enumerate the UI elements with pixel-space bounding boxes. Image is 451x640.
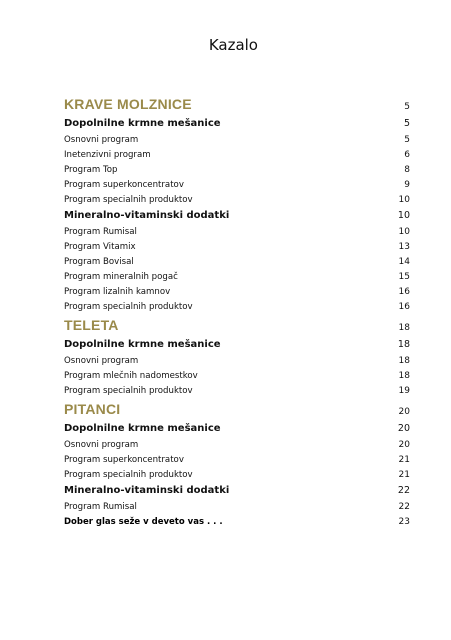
toc-entry[interactable] [64, 440, 410, 455]
toc-label: Program Rumisal [64, 502, 137, 512]
toc-label: KRAVE MOLZNICE [64, 96, 192, 112]
toc-page-number: 18 [398, 356, 410, 366]
toc-page-number: 10 [397, 210, 410, 221]
toc-page-number: 18 [398, 371, 410, 381]
toc-label: Program Vitamix [64, 242, 136, 252]
toc-label: Program specialnih produktov [64, 470, 193, 480]
toc-label: Program lizalnih kamnov [64, 287, 171, 297]
toc-page-number: 6 [404, 150, 410, 160]
toc-entry[interactable] [64, 195, 410, 210]
toc-entry[interactable] [64, 455, 410, 470]
toc-section[interactable] [64, 317, 410, 339]
toc-subsection[interactable] [64, 118, 410, 135]
toc-entry[interactable] [64, 287, 410, 302]
table-of-contents [64, 96, 410, 532]
toc-label: Dopolnilne krmne mešanice [64, 339, 221, 350]
toc-label: Program specialnih produktov [64, 302, 193, 312]
toc-page-number: 5 [403, 118, 410, 129]
toc-page-number: 14 [398, 257, 410, 267]
toc-label: Program superkoncentratov [64, 455, 184, 465]
toc-label: TELETA [64, 317, 119, 333]
toc-entry[interactable] [64, 242, 410, 257]
toc-label: Dopolnilne krmne mešanice [64, 118, 221, 129]
toc-entry[interactable] [64, 371, 410, 386]
toc-page-number: 23 [398, 517, 410, 527]
toc-page-number: 18 [397, 339, 410, 350]
toc-label: Dopolnilne krmne mešanice [64, 423, 221, 434]
toc-label: Program specialnih produktov [64, 195, 193, 205]
toc-label: Mineralno-vitaminski dodatki [64, 485, 230, 496]
toc-label: Program Rumisal [64, 227, 137, 237]
toc-entry[interactable] [64, 302, 410, 317]
toc-label: Program specialnih produktov [64, 386, 193, 396]
toc-page-number: 20 [397, 423, 410, 434]
toc-page-number: 9 [404, 180, 410, 190]
toc-page-number: 16 [398, 302, 410, 312]
toc-entry[interactable] [64, 257, 410, 272]
toc-entry[interactable] [64, 135, 410, 150]
toc-label: Program mlečnih nadomestkov [64, 371, 198, 381]
toc-page-number: 20 [398, 440, 410, 450]
toc-label: Inetenzivni program [64, 150, 151, 160]
toc-entry[interactable] [64, 227, 410, 242]
toc-subsection[interactable] [64, 485, 410, 502]
toc-section[interactable] [64, 96, 410, 118]
page-title: Kazalo [208, 36, 258, 54]
toc-entry[interactable] [64, 165, 410, 180]
toc-label: Osnovni program [64, 356, 139, 366]
toc-label: Program Bovisal [64, 257, 134, 267]
toc-subsection[interactable] [64, 423, 410, 440]
toc-entry[interactable] [64, 150, 410, 165]
toc-page-number: 5 [404, 102, 410, 112]
toc-page-number: 22 [398, 502, 410, 512]
toc-page-number: 21 [398, 455, 410, 465]
toc-label: Osnovni program [64, 135, 139, 145]
toc-section[interactable] [64, 401, 410, 423]
toc-entry[interactable] [64, 517, 410, 532]
toc-label: Osnovni program [64, 440, 139, 450]
toc-page-number: 20 [398, 407, 410, 417]
toc-page-number: 16 [398, 287, 410, 297]
toc-subsection[interactable] [64, 210, 410, 227]
toc-entry[interactable] [64, 502, 410, 517]
toc-entry[interactable] [64, 470, 410, 485]
toc-page-number: 10 [398, 195, 410, 205]
toc-entry[interactable] [64, 180, 410, 195]
toc-entry[interactable] [64, 272, 410, 287]
toc-page-number: 22 [397, 485, 410, 496]
toc-entry[interactable] [64, 356, 410, 371]
toc-page-number: 18 [398, 323, 410, 333]
toc-label: PITANCI [64, 401, 121, 417]
toc-page-number: 5 [404, 135, 410, 145]
toc-page-number: 21 [398, 470, 410, 480]
toc-subsection[interactable] [64, 339, 410, 356]
toc-label: Program mineralnih pogač [64, 272, 178, 282]
toc-page-number: 10 [398, 227, 410, 237]
toc-page-number: 19 [398, 386, 410, 396]
toc-page-number: 8 [404, 165, 410, 175]
toc-label: Mineralno-vitaminski dodatki [64, 210, 230, 221]
toc-page-number: 15 [398, 272, 410, 282]
toc-label: Dober glas seže v deveto vas . . . [64, 517, 223, 527]
toc-page-number: 13 [398, 242, 410, 252]
toc-label: Program superkoncentratov [64, 180, 184, 190]
toc-label: Program Top [64, 165, 118, 175]
toc-entry[interactable] [64, 386, 410, 401]
